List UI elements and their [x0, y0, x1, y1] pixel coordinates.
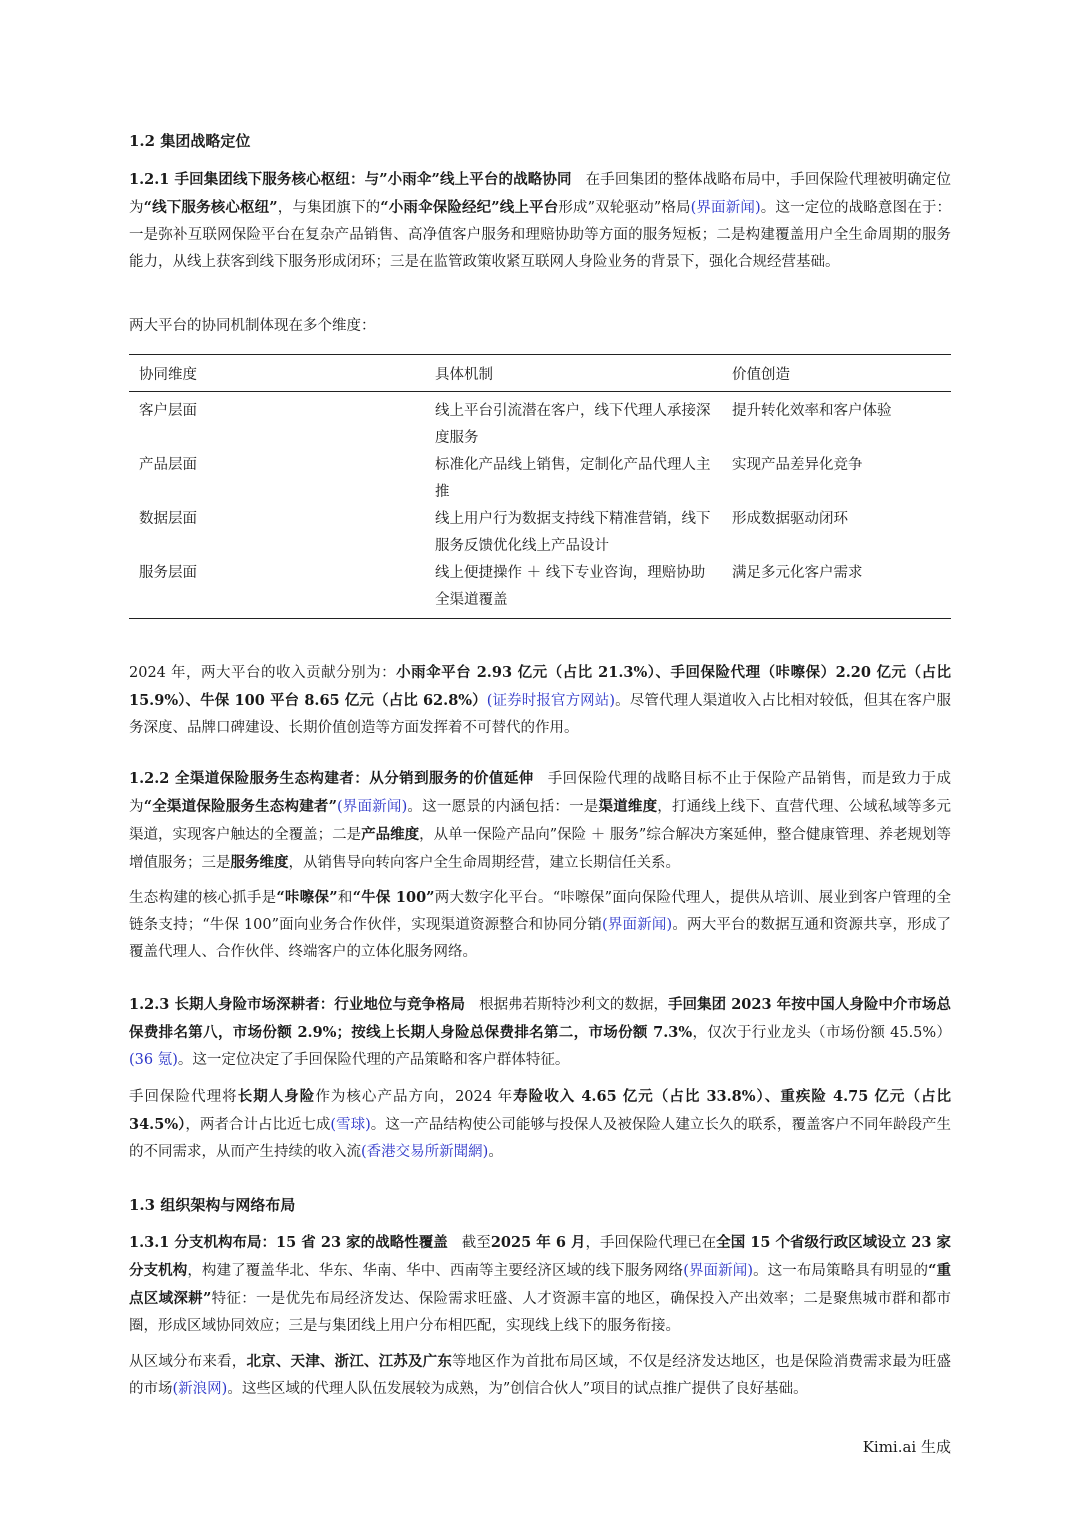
paragraph-1-3-1: 1.3.1 分支机构布局：15 省 23 家的战略性覆盖 截至2025 年 6 月，手回保险代理已在全国 15 个省级行政区域设立 23 家分支机构，构建了覆盖华北、华东、华南、华中、西南等主要经济区域的线下服务网络(界面新闻)。这一布局策略具有明显的“重点区域深耕”特征：一是优先布局经济发达、保险需求旺盛、人才资源丰富的地区，确保投入产出效率；二是聚焦城市群和都市圈，形成区域协同效应；三是与集团线上用户分布相匹配，实现线上线下的服务衔接。 [129, 1234, 952, 1334]
table-row [129, 452, 951, 506]
table-header-row [129, 355, 951, 392]
table-intro: 两大平台的协同机制体现在多个维度： [129, 318, 376, 334]
source-link-sina[interactable]: (新浪网) [172, 1381, 228, 1397]
table-cell: 标准化产品线上销售，定制化产品代理人主推 [435, 457, 711, 500]
subsection-heading-1-2-1: 1.2.1 手回集团线下服务核心枢纽：与”小雨伞”线上平台的战略协同 [129, 171, 572, 188]
subsection-heading-1-3-1: 1.3.1 分支机构布局：15 省 23 家的战略性覆盖 [129, 1234, 448, 1251]
page-footer: Kimi.ai 生成 [862, 1438, 951, 1456]
paragraph-region: 从区域分布来看，北京、天津、浙江、江苏及广东等地区作为首批布局区域，不仅是经济发达地区，也是保险消费需求最为旺盛的市场(新浪网)。这些区域的代理人队伍发展较为成熟，为”创信合伙人”项目的试点推广提供了良好基础。 [129, 1353, 952, 1397]
section-title-1-3: 1.3 组织架构与网络布局 [129, 1196, 296, 1214]
table-cell: 产品层面 [139, 457, 197, 473]
table-cell: 线上平台引流潜在客户，线下代理人承接深度服务 [435, 403, 711, 446]
table-cell: 实现产品差异化竞争 [732, 457, 863, 473]
source-link-jiemian[interactable]: (界面新闻) [602, 917, 673, 933]
paragraph-1-2-3: 1.2.3 长期人身险市场深耕者：行业地位与竞争格局 根据弗若斯特沙利文的数据，手回集团 2023 年按中国人身险中介市场总保费排名第八，市场份额 2.9%；按线上长期人身险总保费排名第二，市场份额 7.3%，仅次于行业龙头（市场份额 45.5%）(36 氪)。这一定位决定了手回保险代理的产品策略和客户群体特征。 [129, 996, 952, 1068]
source-link-hkex[interactable]: (香港交易所新聞網) [361, 1144, 489, 1160]
synergy-table [129, 354, 951, 619]
column-header: 价值创造 [722, 355, 951, 392]
source-link-stcn[interactable]: (证券时报官方网站) [486, 693, 616, 709]
source-link-jiemian[interactable]: (界面新闻) [336, 799, 408, 815]
column-header: 具体机制 [425, 355, 722, 392]
table-cell: 满足多元化客户需求 [722, 560, 951, 619]
table-cell: 客户层面 [139, 403, 197, 419]
table-row [129, 560, 951, 619]
paragraph-1-2-2: 1.2.2 全渠道保险服务生态构建者：从分销到服务的价值延伸 手回保险代理的战略目标不止于保险产品销售，而是致力于成为“全渠道保险服务生态构建者”(界面新闻)。这一愿景的内涵包括：一是渠道维度，打通线上线下、直营代理、公域私域等多元渠道，实现客户触达的全覆盖；二是产品维度，从单一保险产品向”保险 ＋ 服务”综合解决方案延伸，整合健康管理、养老规划等增值服务；三是服务维度，从销售导向转向客户全生命周期经营，建立长期信任关系。 [129, 770, 952, 871]
subsection-heading-1-2-3: 1.2.3 长期人身险市场深耕者：行业地位与竞争格局 [129, 996, 466, 1013]
subsection-heading-1-2-2: 1.2.2 全渠道保险服务生态构建者：从分销到服务的价值延伸 [129, 770, 534, 787]
paragraph-revenue: 2024 年，两大平台的收入贡献分别为：小雨伞平台 2.93 亿元（占比 21.3%）、手回保险代理（咔嚓保）2.20 亿元（占比 15.9%）、牛保 100 平台 8.65 亿元（占比 62.8%）(证券时报官方网站)。尽管代理人渠道收入占比相对较低，但其在客户服务深度、品牌口碑建设、长期价值创造等方面发挥着不可替代的作用。 [129, 664, 951, 736]
source-link-36kr[interactable]: (36 氪) [129, 1052, 178, 1068]
table-row [129, 506, 951, 560]
source-link-xueqiu[interactable]: (雪球) [330, 1117, 371, 1133]
paragraph-life-insurance: 手回保险代理将长期人身险作为核心产品方向，2024 年寿险收入 4.65 亿元（占比 33.8%）、重疾险 4.75 亿元（占比 34.5%），两者合计占比近七成(雪球)。这一产品结构使公司能够与投保人及被保险人建立长久的联系，覆盖客户不同年龄段产生的不同需求，从而产生持续的收入流(香港交易所新聞網)。 [129, 1088, 952, 1160]
paragraph-ecosystem: 生态构建的核心抓手是“咔嚓保”和“牛保 100”两大数字化平台。“咔嚓保”面向保险代理人，提供从培训、展业到客户管理的全链条支持；“牛保 100”面向业务合作伙伴，实现渠道资源整合和协同分销(界面新闻)。两大平台的数据互通和资源共享，形成了覆盖代理人、合作伙伴、终端客户的立体化服务网络。 [129, 889, 952, 960]
table-cell: 形成数据驱动闭环 [732, 511, 848, 527]
column-header: 协同维度 [129, 355, 425, 392]
table-row [129, 392, 951, 453]
source-link-jiemian[interactable]: (界面新闻) [683, 1263, 753, 1279]
table-cell: 数据层面 [139, 511, 197, 527]
table-cell: 服务层面 [129, 560, 425, 619]
table-cell: 提升转化效率和客户体验 [732, 403, 892, 419]
source-link-jiemian[interactable]: (界面新闻) [690, 200, 761, 216]
section-title-1-2: 1.2 集团战略定位 [129, 132, 251, 150]
table-cell: 线上便捷操作 ＋ 线下专业咨询，理赔协助全渠道覆盖 [425, 560, 722, 619]
table-cell: 线上用户行为数据支持线下精准营销，线下服务反馈优化线上产品设计 [435, 511, 711, 554]
paragraph-1-2-1: 1.2.1 手回集团线下服务核心枢纽：与”小雨伞”线上平台的战略协同 在手回集团的整体战略布局中，手回保险代理被明确定位为“线下服务核心枢纽”，与集团旗下的“小雨伞保险经纪”线上平台形成”双轮驱动”格局(界面新闻)。这一定位的战略意图在于：一是弥补互联网保险平台在复杂产品销售、高净值客户服务和理赔协助等方面的服务短板；二是构建覆盖用户全生命周期的服务能力，从线上获客到线下服务形成闭环；三是在监管政策收紧互联网人身险业务的背景下，强化合规经营基础。 [129, 171, 952, 270]
